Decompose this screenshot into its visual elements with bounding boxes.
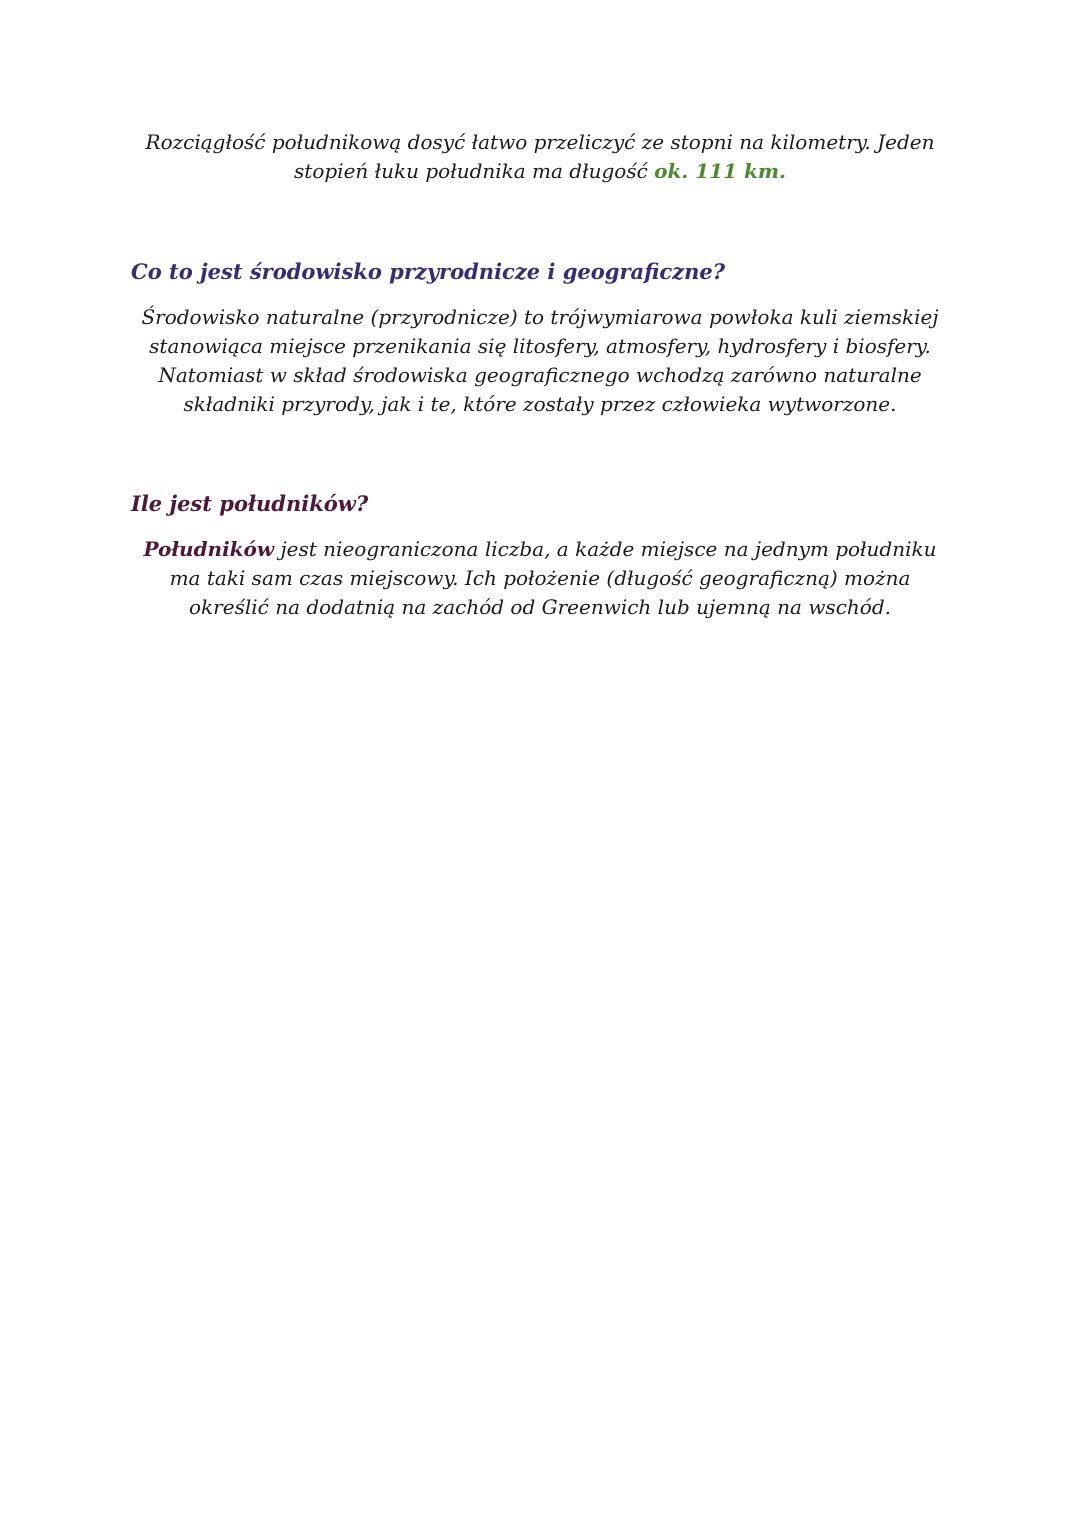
meridian-length-text: Rozciągłość południkową dosyć łatwo przeliczyć ze stopni na kilometry. Jeden stopień łuku południka ma długość bbox=[145, 130, 935, 183]
environment-heading: Co to jest środowisko przyrodnicze i geograficzne? bbox=[131, 259, 726, 284]
meridian-length-paragraph bbox=[130, 128, 950, 186]
distance-highlight: ok. 111 km. bbox=[654, 159, 786, 183]
meridians-highlight: Południków bbox=[143, 537, 275, 561]
meridians-heading: Ile jest południków? bbox=[131, 491, 369, 516]
meridians-text: jest nieograniczona liczba, a każde miejsce na jednym południku ma taki sam czas miejscowy. Ich położenie (długość geograficzną) można określić na dodatnią na zachód od Greenwich lub ujemną na wschód. bbox=[169, 537, 937, 619]
environment-paragraph: Środowisko naturalne (przyrodnicze) to trójwymiarowa powłoka kuli ziemskiej stanowiąca miejsce przenikania się litosfery, atmosfery, hydrosfery i biosfery. Natomiast w skład środowiska geograficznego wchodzą zarówno naturalne składniki przyrody, jak i te, które zostały przez człowieka wytworzone. bbox=[141, 305, 939, 416]
meridians-paragraph bbox=[130, 535, 950, 622]
